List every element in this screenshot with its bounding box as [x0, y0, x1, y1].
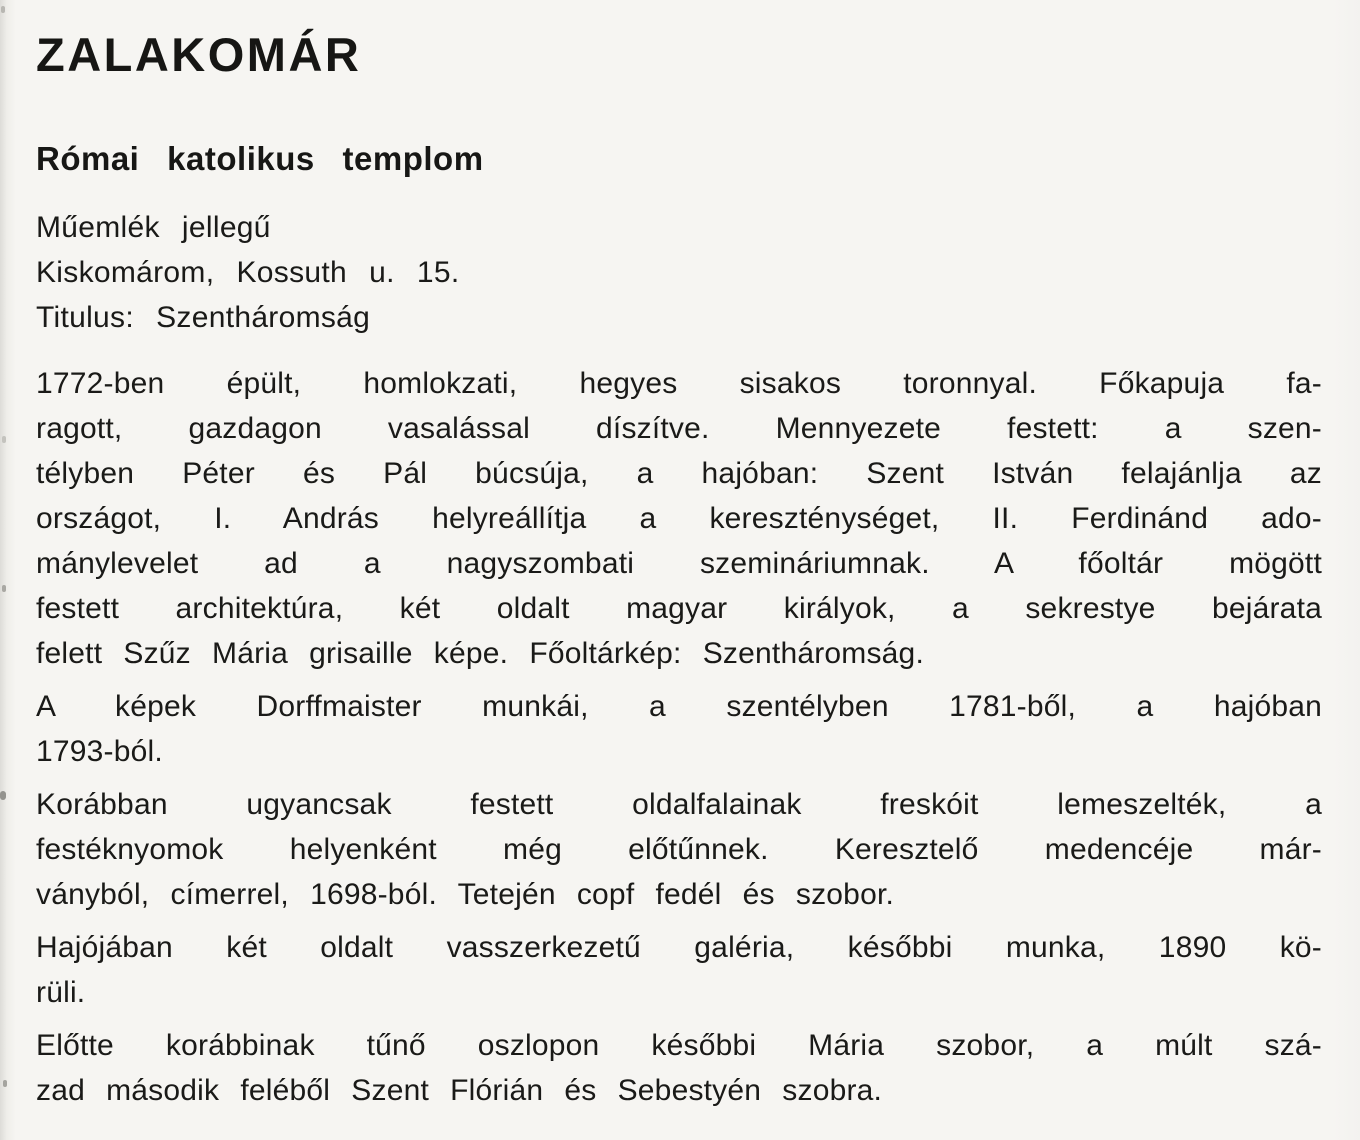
text-line: festett architektúra, két oldalt magyar királyok, a sekrestye bejárata: [36, 591, 1322, 625]
monument-title: Római katolikus templom: [36, 140, 484, 178]
paragraph-statues: [36, 1023, 1322, 1113]
text-line: Hajójában két oldalt vasszerkezetű galéria, későbbi munka, 1890 kö-: [36, 930, 1322, 964]
settlement-title: ZALAKOMÁR: [36, 28, 362, 81]
text-line: országot, I. András helyreállítja a kereszténységet, II. Ferdinánd ado-: [36, 501, 1322, 535]
text-line: Előtte korábbinak tűnő oszlopon későbbi Mária szobor, a múlt szá-: [36, 1028, 1322, 1062]
text-line: felett Szűz Mária grisaille képe. Főoltárkép: Szentháromság.: [36, 636, 924, 670]
text-line: mánylevelet ad a nagyszombati szemináriumnak. A főoltár mögött: [36, 546, 1322, 580]
text-line: festéknyomok helyenként még előtűnnek. Keresztelő medencéje már-: [36, 832, 1322, 866]
monument-meta: [36, 205, 1322, 340]
text-line: 1772-ben épült, homlokzati, hegyes sisakos toronnyal. Főkapuja fa-: [36, 366, 1322, 400]
monument-description: [36, 361, 1322, 1113]
text-line: rüli.: [36, 975, 86, 1009]
text-line: zad második feléből Szent Flórián és Sebestyén szobra.: [36, 1073, 883, 1107]
text-line: 1793-ból.: [36, 734, 163, 768]
text-line: Korábban ugyancsak festett oldalfalainak freskóit lemeszelték, a: [36, 787, 1322, 821]
designation-line: Műemlék jellegű: [36, 210, 271, 244]
paragraph-building-history: [36, 361, 1322, 676]
paragraph-frescoes-font: [36, 782, 1322, 917]
text-line: télyben Péter és Pál búcsúja, a hajóban: Szent István felajánlja az: [36, 456, 1322, 490]
paragraph-gallery: [36, 925, 1322, 1015]
address-line: Kiskomárom, Kossuth u. 15.: [36, 255, 460, 289]
text-line: ványból, címerrel, 1698-ból. Tetején copf fedél és szobor.: [36, 877, 895, 911]
paragraph-dorffmaister: [36, 684, 1322, 774]
text-line: A képek Dorffmaister munkái, a szentélyben 1781-ből, a hajóban: [36, 689, 1322, 723]
titulus-line: Titulus: Szentháromság: [36, 300, 371, 334]
text-line: ragott, gazdagon vasalással díszítve. Mennyezete festett: a szen-: [36, 411, 1322, 445]
